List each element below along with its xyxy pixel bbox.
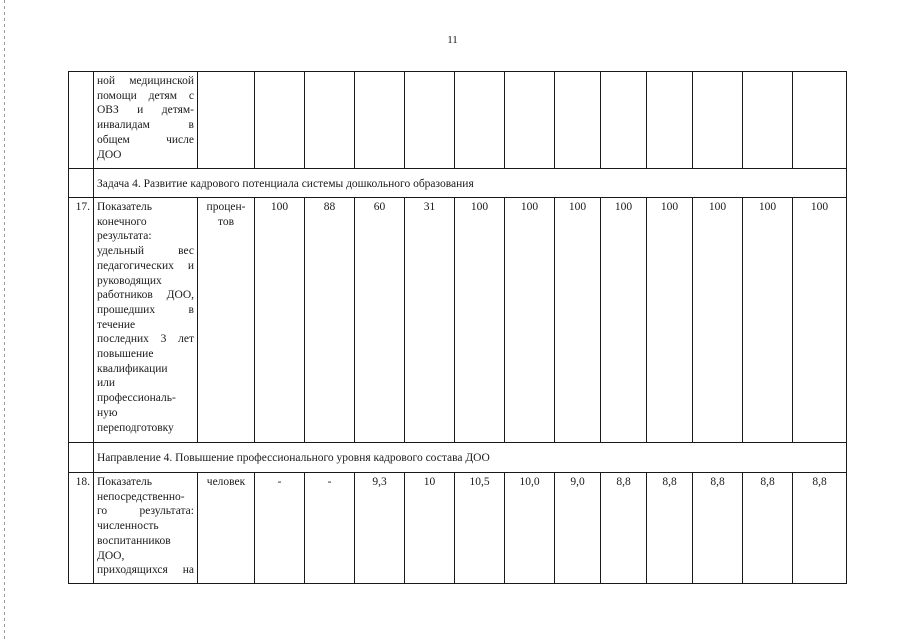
description-line: или: [97, 377, 116, 390]
description-line: ную: [97, 406, 118, 419]
table-row-18: [69, 473, 847, 584]
row-number: 17.: [69, 198, 94, 443]
description-line: го результата:: [97, 505, 194, 518]
value-cell: [455, 72, 505, 169]
table-row-17: [69, 198, 847, 443]
value-cell: [601, 72, 647, 169]
value-cell: 9,3: [355, 473, 405, 584]
value-cell: [555, 72, 601, 169]
value-cell: [793, 72, 847, 169]
description-line: ной медицинской: [97, 75, 194, 87]
section-row-direction-4: [69, 443, 847, 473]
description-line: последних 3 лет: [97, 333, 194, 346]
value-cell: 100: [693, 198, 743, 443]
indicator-description: [94, 198, 198, 443]
value-cell: 100: [647, 198, 693, 443]
binding-edge: [4, 0, 5, 640]
description-line: профессиональ-: [97, 392, 176, 405]
value-cell: -: [305, 473, 355, 584]
value-cell: 8,8: [793, 473, 847, 584]
value-cell: 31: [405, 198, 455, 443]
value-cell: 8,8: [601, 473, 647, 584]
table-row-continuation: [69, 72, 847, 169]
value-cell: [693, 72, 743, 169]
indicator-description: [94, 473, 198, 584]
value-cell: 100: [555, 198, 601, 443]
description-line: численность: [97, 520, 159, 533]
description-line: общем числе: [97, 133, 194, 146]
value-cell: 10,5: [455, 473, 505, 584]
description-line: руководящих: [97, 274, 162, 287]
value-cell: [305, 72, 355, 169]
value-cell: 100: [793, 198, 847, 443]
row-number: 18.: [69, 473, 94, 584]
description-line: удельный вес: [97, 245, 194, 258]
value-cell: [405, 72, 455, 169]
description-line: ДОО: [97, 148, 122, 161]
unit-cell: человек: [198, 473, 255, 584]
description-line: Показатель: [97, 201, 153, 213]
row-number-cell: [69, 169, 94, 198]
indicator-description: [94, 72, 198, 169]
section-heading: Задача 4. Развитие кадрового потенциала системы дошкольного образования: [94, 169, 847, 198]
description-line: педагогических и: [97, 259, 194, 272]
description-line: квалификации: [97, 362, 168, 375]
value-cell: 100: [255, 198, 305, 443]
value-cell: [743, 72, 793, 169]
unit-line: тов: [217, 215, 235, 228]
value-cell: 10,0: [505, 473, 555, 584]
description-line: прошедших в: [97, 303, 194, 316]
description-line: Показатель: [97, 476, 153, 488]
value-cell: [355, 72, 405, 169]
value-cell: 88: [305, 198, 355, 443]
description-line: результата:: [97, 230, 152, 243]
description-line: помощи детям с: [97, 89, 194, 102]
row-number-cell: [69, 72, 94, 169]
row-number-cell: [69, 443, 94, 473]
description-line: воспитанников: [97, 534, 171, 547]
value-cell: 60: [355, 198, 405, 443]
description-line: приходящихся на: [97, 564, 194, 577]
description-line: ДОО,: [97, 549, 125, 562]
description-line: инвалидам в: [97, 119, 194, 132]
value-cell: 8,8: [743, 473, 793, 584]
description-line: повышение: [97, 348, 154, 361]
indicators-table: [68, 71, 847, 584]
value-cell: [505, 72, 555, 169]
page-number: 11: [447, 34, 458, 46]
description-line: течение: [97, 318, 136, 331]
description-line: непосредственно-: [97, 490, 185, 503]
value-cell: 8,8: [647, 473, 693, 584]
description-line: работников ДОО,: [97, 289, 194, 302]
value-cell: 100: [455, 198, 505, 443]
unit-cell: [198, 198, 255, 443]
section-row-task-4: [69, 169, 847, 198]
value-cell: 100: [743, 198, 793, 443]
value-cell: [255, 72, 305, 169]
value-cell: 100: [505, 198, 555, 443]
description-line: конечного: [97, 215, 147, 228]
unit-line: процен-: [206, 201, 246, 213]
section-heading: Направление 4. Повышение профессионального уровня кадрового состава ДОО: [94, 443, 847, 473]
value-cell: 10: [405, 473, 455, 584]
value-cell: 9,0: [555, 473, 601, 584]
value-cell: 100: [601, 198, 647, 443]
description-line: переподготовку: [97, 421, 174, 434]
value-cell: 8,8: [693, 473, 743, 584]
value-cell: -: [255, 473, 305, 584]
value-cell: [647, 72, 693, 169]
description-line: ОВЗ и детям-: [97, 104, 194, 117]
unit-cell: [198, 72, 255, 169]
